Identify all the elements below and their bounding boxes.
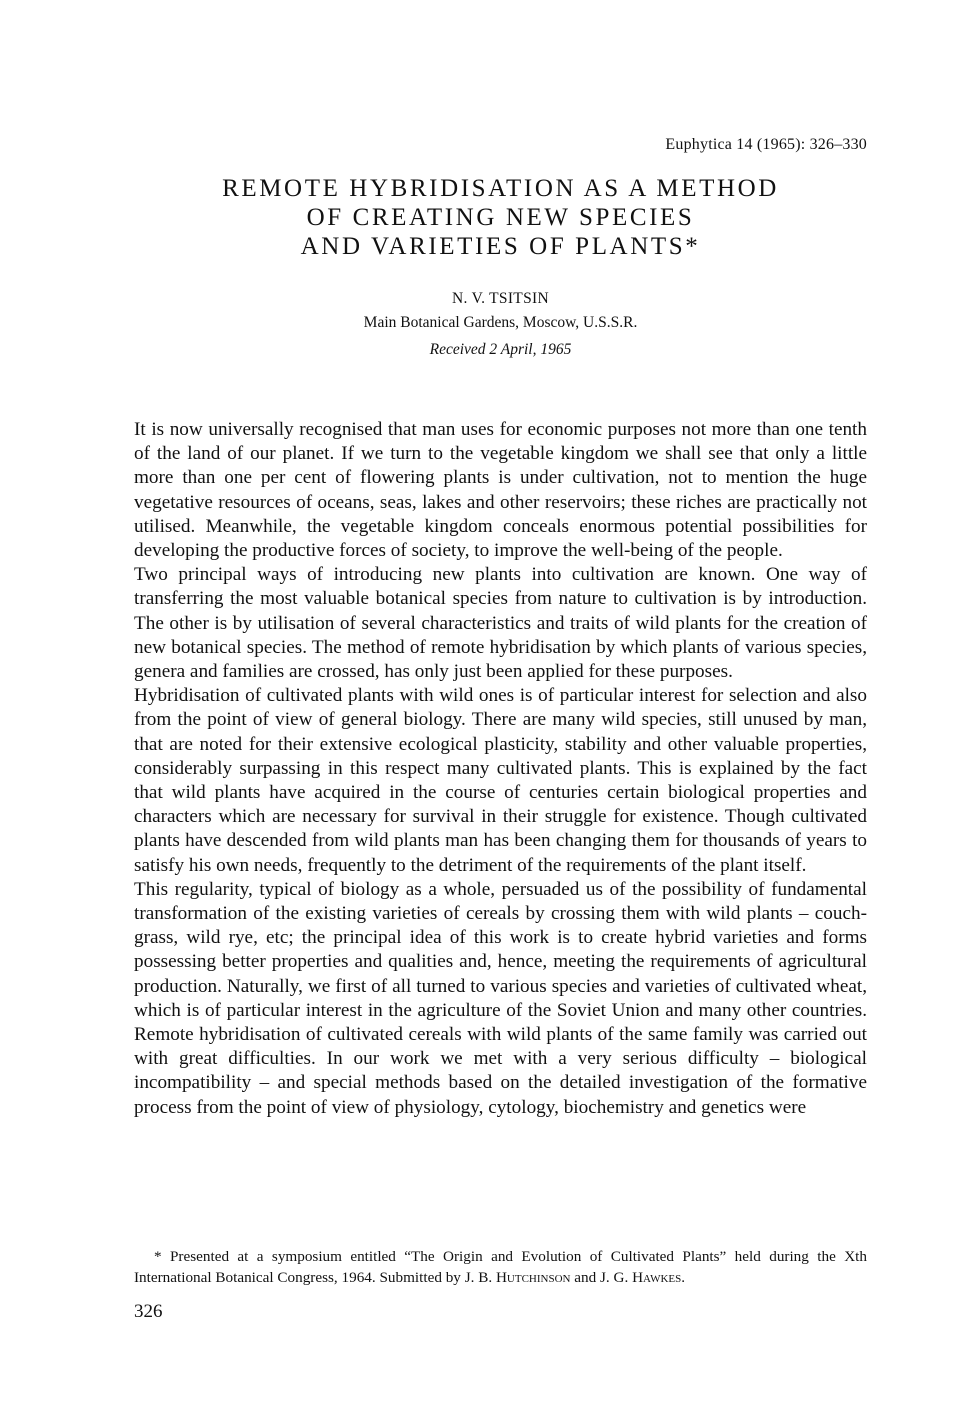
journal-reference: Euphytica 14 (1965): 326–330: [665, 136, 867, 153]
title-line-1: REMOTE HYBRIDISATION AS A METHOD: [222, 175, 779, 202]
author-name: N. V. TSITSIN: [452, 290, 549, 307]
title-line-3: AND VARIETIES OF PLANTS*: [300, 233, 701, 260]
title-line-2: OF CREATING NEW SPECIES: [306, 204, 695, 231]
body-paragraph-1: It is now universally recognised that man uses for economic purposes not more than one tenth of the land of our planet. If we turn to the vegetable kingdom we shall see that only a little more than one per cent of flowering plants is under cultivation, not to mention the huge vegetative resources of oceans, seas, lakes and other reservoirs; these riches are practically not utilised. Meanwhile, the vegetable kingdom conceals enormous potential possibilities for developing the productive forces of society, to improve the well-being of the people.: [134, 419, 867, 562]
body-paragraph-3: Hybridisation of cultivated plants with wild ones is of particular interest for selection and also from the point of view of general biology. There are many wild species, still unused by man, that are noted for their extensive ecological plasticity, stability and other valuable properties, considerably surpassing in this respect many cultivated plants. This is explained by the fact that wild plants have acquired in the course of centuries certain biological properties and characters which are necessary for survival in their struggle for existence. Though cultivated plants have descended from wild plants man has been changing them for thousands of years to satisfy his own needs, frequently to the detriment of the requirements of the plant itself.: [134, 685, 867, 876]
body-paragraph-4: This regularity, typical of biology as a whole, persuaded us of the possibility of fundamental transformation of the existing varieties of cereals by crossing them with wild plants – couch-grass, wild rye, etc; the principal idea of this work is to create hybrid varieties and forms possessing better properties and qualities and, hence, meeting the requirements of agricultural production. Naturally, we first of all turned to various species and varieties of cultivated wheat, which is of particular interest in the agriculture of the Soviet Union and many other countries. Remote hybridisation of cultivated cereals with wild plants of the same family was carried out with great difficulties. In our work we met with a very serious difficulty – biological incompatibility – and special methods based on the detailed investigation of the formative process from the point of view of physiology, cytology, biochemistry and genetics were: [134, 878, 867, 1118]
footnote-name-hawkes: Hawkes: [632, 1269, 682, 1286]
author-affiliation: Main Botanical Gardens, Moscow, U.S.S.R.: [363, 314, 638, 331]
body-paragraph-2: Two principal ways of introducing new plants into cultivation are known. One way of transferring the most valuable botanical species from nature to cultivation is by introduction. The other is by utilisation of several characteristics and traits of wild plants for the creation of new botanical species. The method of remote hybridisation by which plants of various species, genera and families are crossed, has only just been applied for these purposes.: [134, 564, 867, 683]
footnote-text-before: * Presented at a symposium entitled “The Origin and Evolution of Cultivated Plants” held during the Xth International Botanical Congress, 1964. Submitted by J. B.: [134, 1248, 867, 1286]
footnote-text-between: and J. G.: [570, 1269, 633, 1286]
footnote-text-after: .: [681, 1269, 686, 1286]
paper-page: [134, 0, 867, 1425]
article-title: [134, 174, 867, 261]
page-number: 326: [134, 1301, 163, 1322]
article-body: [134, 418, 867, 1120]
received-date: Received 2 April, 1965: [429, 341, 572, 358]
footnote: [134, 1246, 867, 1288]
footnote-name-hutchinson: Hutchinson: [495, 1269, 571, 1286]
